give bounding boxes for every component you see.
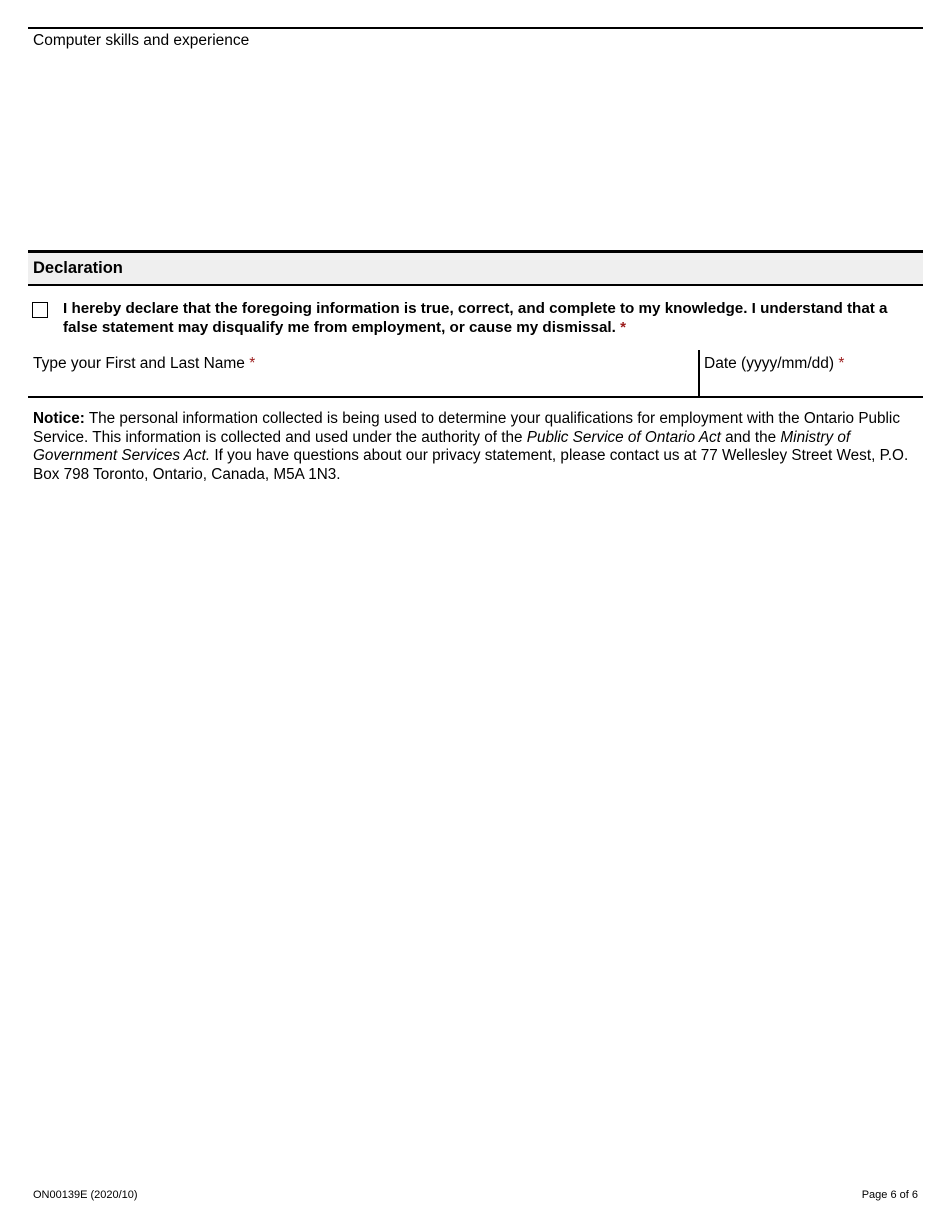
declaration-checkbox[interactable]: [32, 302, 48, 318]
date-cell: [698, 350, 923, 396]
required-asterisk: *: [838, 355, 845, 372]
notice-text-3: If you have questions about our privacy statement, please contact us at 77 Wellesley Street West, P.O. Box 798 Toronto, Ontario, Canada, M5A 1N3.: [33, 447, 909, 483]
full-name-field[interactable]: [32, 376, 692, 394]
computer-skills-field[interactable]: [30, 53, 920, 245]
name-label-text: Type your First and Last Name: [33, 355, 245, 372]
required-asterisk: *: [249, 355, 256, 372]
notice-text-2: and the: [720, 428, 781, 446]
form-id: ON00139E (2020/10): [33, 1189, 138, 1201]
notice-label: Notice:: [33, 410, 85, 427]
date-label-text: Date (yyyy/mm/dd): [704, 355, 835, 372]
notice-text-1: The personal information collected is being used to determine your qualifications for employment with the Ontario Public Service. This information is collected and used under the authority of the: [33, 410, 900, 446]
required-asterisk: *: [620, 319, 627, 336]
computer-skills-label: Computer skills and experience: [33, 32, 250, 49]
declaration-statement: [63, 299, 921, 337]
notice-act-1: Public Service of Ontario Act: [526, 428, 721, 446]
declaration-statement-text: I hereby declare that the foregoing information is true, correct, and complete to my knowledge. I understand that a false statement may disqualify me from employment, or cause my dismissal.: [63, 300, 888, 336]
page-number: Page 6 of 6: [861, 1189, 918, 1201]
notice-act-2: Ministry of Government Services Act.: [33, 428, 851, 464]
computer-skills-section: [28, 27, 923, 249]
date-field[interactable]: [704, 376, 914, 394]
declaration-title: Declaration: [33, 259, 123, 277]
date-label: [704, 355, 844, 373]
privacy-notice: [33, 410, 921, 484]
declaration-header: [28, 250, 923, 286]
signature-row: [28, 350, 923, 398]
name-label: [33, 355, 255, 373]
name-cell: [28, 350, 698, 396]
